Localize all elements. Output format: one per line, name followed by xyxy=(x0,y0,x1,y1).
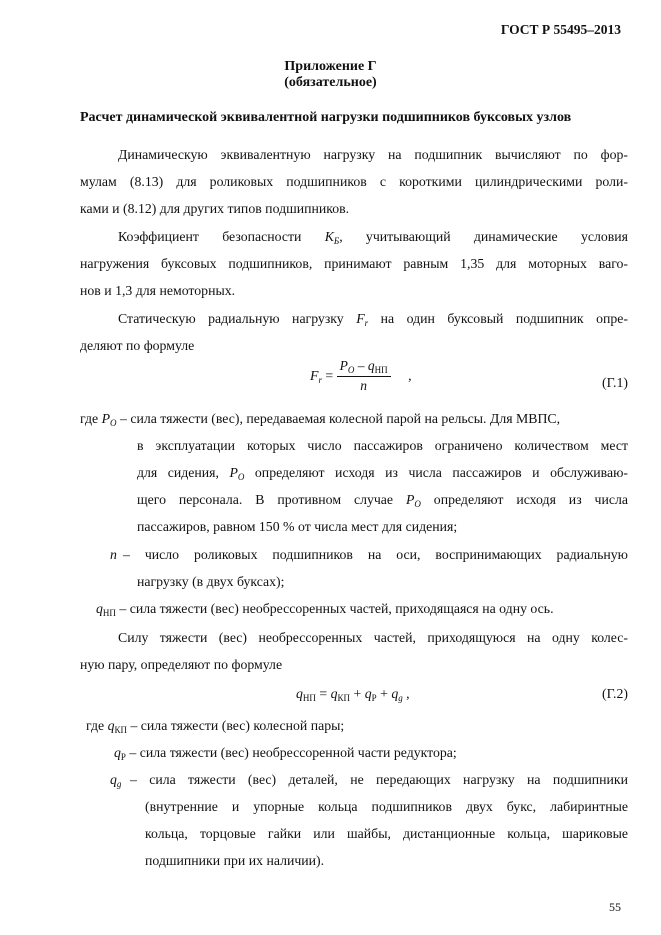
para2-line2: нагружения буксовых подшипников, принимают равным 1,35 для моторных ваго- xyxy=(80,256,628,271)
equation-g2: $q_{НП} = q_{КП} + q_Р + q_g$ , xyxy=(296,686,410,703)
where2-item2: $q_Р$ – сила тяжести (вес) необрессоренной части редуктора; xyxy=(114,745,457,762)
appendix-status: (обязательное) xyxy=(284,75,377,90)
where2-item3-line3: кольца, торцовые гайки или шайбы, дистанционные кольца, шариковые xyxy=(145,826,628,841)
equation-g1: $F_r$ = $\frac{P_O - q_{НП}}{n}$ , xyxy=(310,358,412,393)
where1-item1-line2: в эксплуатации которых число пассажиров ограничено количеством мест xyxy=(137,438,628,453)
para2-line1: Коэффициент безопасности $K_Б$, учитывающий динамические условия xyxy=(118,229,628,246)
where1-item1-line4: щего персонала. В противном случае $P_O$ определяют исходя из числа xyxy=(137,492,628,509)
para1-line2: мулам (8.13) для роликовых подшипников с короткими цилиндрическими роли- xyxy=(80,174,628,189)
where1-item2-symbol: n xyxy=(110,547,117,562)
appendix-title: Приложение Г xyxy=(284,59,377,74)
para1-line3: ками и (8.12) для других типов подшипников. xyxy=(80,201,350,216)
equation-g1-fraction: $\frac{P_O - q_{НП}}{n}$ xyxy=(337,358,391,394)
para4-line1: Силу тяжести (вес) необрессоренных частей, приходящуюся на одну колес- xyxy=(118,630,628,645)
where1-item1-line3: для сидения, $P_O$ определяют исходя из числа пассажиров и обслуживаю- xyxy=(137,465,628,482)
where2-item3-line2: (внутренние и упорные кольца подшипников двух букс, лабиринтные xyxy=(145,799,628,814)
para1-line1: Динамическую эквивалентную нагрузку на подшипник вычисляют по фор- xyxy=(118,147,628,162)
where1-item2-line2: нагрузку (в двух буксах); xyxy=(137,574,285,589)
para3-line2: деляют по формуле xyxy=(80,338,195,353)
document-header: ГОСТ Р 55495–2013 xyxy=(500,22,621,37)
para2-line3: нов и 1,3 для немоторных. xyxy=(80,283,236,298)
where2-item1: где $q_{КП}$ – сила тяжести (вес) колесной пары; xyxy=(86,718,345,735)
where1-item2-line1: – число роликовых подшипников на оси, воспринимающих радиальную xyxy=(123,547,628,562)
where1-item1-line5: пассажиров, равном 150 % от числа мест для сидения; xyxy=(137,519,458,534)
where2-item3-symbol: $q_g$ xyxy=(110,772,122,789)
page-number: 55 xyxy=(609,900,621,914)
section-title: Расчет динамической эквивалентной нагрузки подшипников буксовых узлов xyxy=(80,110,572,125)
where1-item3-line1: $q_{НП}$ – сила тяжести (вес) необрессоренных частей, приходящаяся на одну ось. xyxy=(96,601,554,618)
para4-line2: ную пару, определяют по формуле xyxy=(80,657,283,672)
where2-item3-line1: – сила тяжести (вес) деталей, не передающих нагрузку на подшипники xyxy=(130,772,628,787)
para3-line1: Статическую радиальную нагрузку $F_r$ на один буксовый подшипник опре- xyxy=(118,311,629,328)
equation-g1-number: (Г.1) xyxy=(602,375,628,390)
equation-g2-number: (Г.2) xyxy=(602,686,628,701)
where2-item3-line4: подшипники при их наличии). xyxy=(145,853,325,868)
where1-item1-line1: где $P_O$ – сила тяжести (вес), передаваемая колесной парой на рельсы. Для МВПС, xyxy=(80,411,561,428)
